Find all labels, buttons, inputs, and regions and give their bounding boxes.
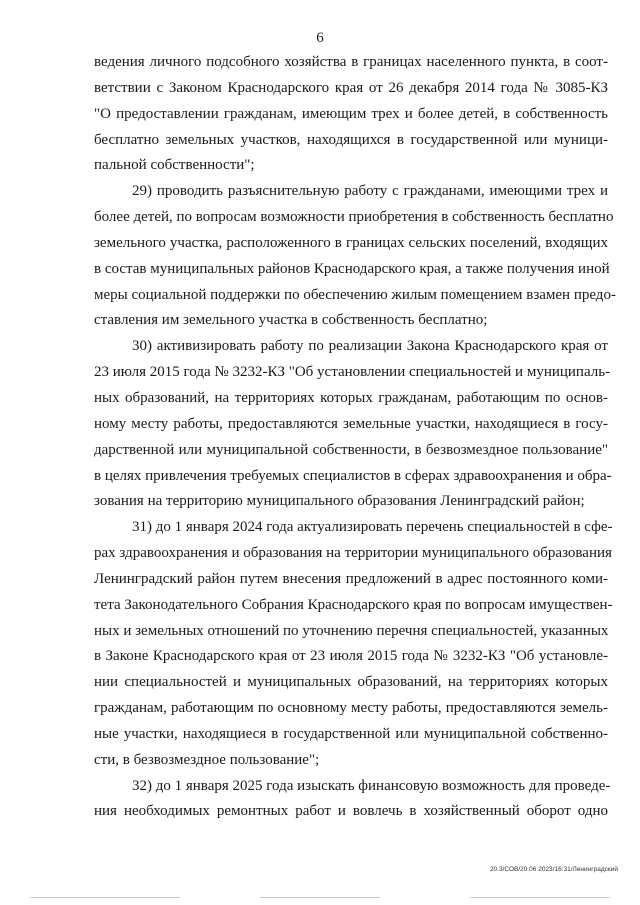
text-line: ных и земельных отношений по уточнению перечня специальностей, указанных [94,622,609,639]
text-line: ному месту работы, предоставляются земельные участки, находящиеся в госу- [94,415,608,432]
text-line: "О предоставлении гражданам, имеющим трех и более детей, в собственность [94,105,608,122]
scan-edge-mark [470,897,610,898]
text-line: в состав муниципальных районов Краснодарского края, а также получения иной [94,260,610,277]
text-line: зования на территорию муниципального образования Ленинградский район; [94,493,585,510]
text-line: в Законе Краснодарского края от 23 июля 2015 года № 3232-КЗ "Об установле- [94,648,608,665]
text-line: пальной собственности"; [94,157,255,174]
text-line: сти, в безвозмездное пользование"; [94,751,320,768]
text-line: ветствии с Законом Краснодарского края от 26 декабря 2014 года № 3085-КЗ [94,79,608,96]
text-line: гражданам, работающим по основному месту работы, предоставляются земель- [94,700,608,717]
registration-stamp: 20.3/СОВ/20.06 2023/16:31/Ленинградский [489,866,618,873]
text-line: ния необходимых ремонтных работ и вовлечь в хозяйственный оборот одно [94,803,608,820]
text-line: 23 июля 2015 года № 3232-КЗ "Об установлении специальностей и муниципаль- [94,364,611,381]
text-line: дарственной или муниципальной собственности, в безвозмездное пользование" [94,441,608,458]
text-line: меры социальной поддержки по обеспечению жилым помещением взамен предо- [94,286,616,303]
page-number: 6 [316,30,324,46]
text-line: ных образований, на территориях которых гражданам, работающим по основ- [94,389,608,406]
paragraph-31-start: 31) до 1 января 2024 года актуализировать перечень специальностей в сфе- [132,519,613,536]
text-line: рах здравоохранения и образования на территории муниципального образования [94,545,612,562]
text-line: ставления им земельного участка в собственность бесплатно; [94,312,488,329]
paragraph-32-start: 32) до 1 января 2025 года изыскать финансовую возможность для проведе- [132,777,611,794]
scan-edge-mark [260,897,380,898]
text-line: в целях привлечения требуемых специалистов в сферах здравоохранения и обра- [94,467,612,484]
paragraph-29-start: 29) проводить разъяснительную работу с гражданами, имеющими трех и [132,183,608,200]
scan-edge-mark [30,897,180,898]
body-text [94,50,616,825]
text-line: нии специальностей и муниципальных образований, на территориях которых [94,674,608,691]
text-line: Ленинградский район путем внесения предложений в адрес постоянного коми- [94,570,608,587]
text-line: бесплатно земельных участков, находящихся в государственной или муници- [94,131,608,148]
text-line: ведения личного подсобного хозяйства в границах населенного пункта, в соот- [94,54,608,70]
text-line: тета Законодательного Собрания Краснодарского края по вопросам имуществен- [94,596,613,613]
text-line: более детей, по вопросам возможности приобретения в собственность бесплатно [94,209,614,226]
text-line: земельного участка, расположенного в границах сельских поселений, входящих [94,234,608,251]
text-line: ные участки, находящиеся в государственной или муниципальной собственно- [94,725,608,742]
paragraph-30-start: 30) активизировать работу по реализации Закона Краснодарского края от [132,338,608,355]
